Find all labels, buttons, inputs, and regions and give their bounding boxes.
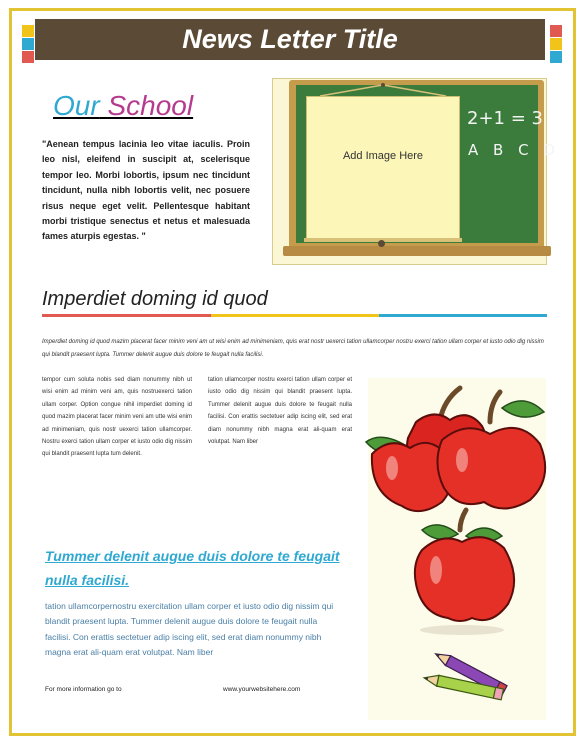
feature-body: tation ullamcorpernostru exercitation ullam corper et iusto odio dig nissim qui blandit praesent lupta. Tummer delenit augue duis dolore te feugait nulla facilisi. Con erattis sectetuer adip iscing elit, sed erat diam nonummy nibh magna erat ali-quam erat volutpat. Nam liber: [45, 601, 334, 657]
title-bar: [35, 19, 545, 60]
article-column-1: tempor cum soluta nobis sed diam nonummy nibh ut wisi enim ad minim veni am, quis nostruexerci tation ullam corper. Option congue nihil imperdiet doming id quod mazim placerat facer minim veni am utte wisi enim ad minimeniam, quis nostr uexerci tation ullamcorper. Nostru exerci tation ullam corper et iusto odio dig nissim qui blandit praesent lupta tum delenit.: [42, 377, 192, 458]
corner-square-yellow: [550, 38, 562, 50]
chalkboard-clip: [378, 240, 385, 247]
add-image-label: Add Image Here: [342, 150, 424, 162]
divider-yellow: [211, 314, 379, 317]
chalk-letters-text: A B C D: [468, 141, 560, 159]
divider-red: [42, 314, 211, 317]
article-column-2: tation ullamcorper nostru exerci tation ullam corper et iusto odio dig nissim qui blandit praesent lupta. Tummer delenit augue duis dolore te feugait nulla facilisi. Con erattis sectetuer adip iscing elit, sed erat diam nonummy nibh magna erat ali-quam erat volutpat. Nam liber: [208, 377, 352, 446]
footer-info-label: For more information go to: [45, 686, 122, 693]
school-heading-word2: School: [107, 90, 194, 121]
corner-square-yellow: [22, 25, 34, 37]
chalkboard-ledge: [283, 246, 551, 256]
pencils-illustration-icon: [420, 652, 520, 714]
image-placeholder-poster[interactable]: [306, 96, 460, 242]
corner-square-blue: [550, 51, 562, 63]
footer-website-link[interactable]: www.yourwebsitehere.com: [223, 686, 301, 693]
feature-heading: Tummer delenit augue duis dolore te feugait nulla facilisi.: [45, 548, 340, 588]
school-heading: [53, 90, 193, 122]
divider-blue: [379, 314, 547, 317]
newsletter-title: News Letter Title: [182, 24, 398, 54]
school-quote: "Aenean tempus lacinia leo vitae iaculis. Proin leo nisl, eleifend in suscipit at, scelerisque tempor leo. Morbi lobortis, ipsum nec tincidunt tincidunt, nulla nibh lobortis velit, nec posuere risus neque eget velit. Pellentesque habitant morbi tristique senectus et netus et malesuada fames aturpis egestas. ": [42, 139, 250, 242]
corner-square-red: [22, 51, 34, 63]
school-heading-word1: Our: [53, 90, 100, 121]
article-heading: Imperdiet doming id quod: [42, 288, 268, 310]
corner-square-red: [550, 25, 562, 37]
corner-square-blue: [22, 38, 34, 50]
article-intro: Imperdiet doming id quod mazim placerat facer minim veni am ut wisi enim ad minimeniam, quis erat nostr uexerci tation ullamcorper nostru exerci tation ullam corper et iusto odio dig nissim qui blandit praesent lupta. Tummer delenit augue duis dolore te feugait nulla facilisi.: [42, 339, 544, 358]
chalk-math-text: 2+1 = 3: [467, 108, 543, 129]
